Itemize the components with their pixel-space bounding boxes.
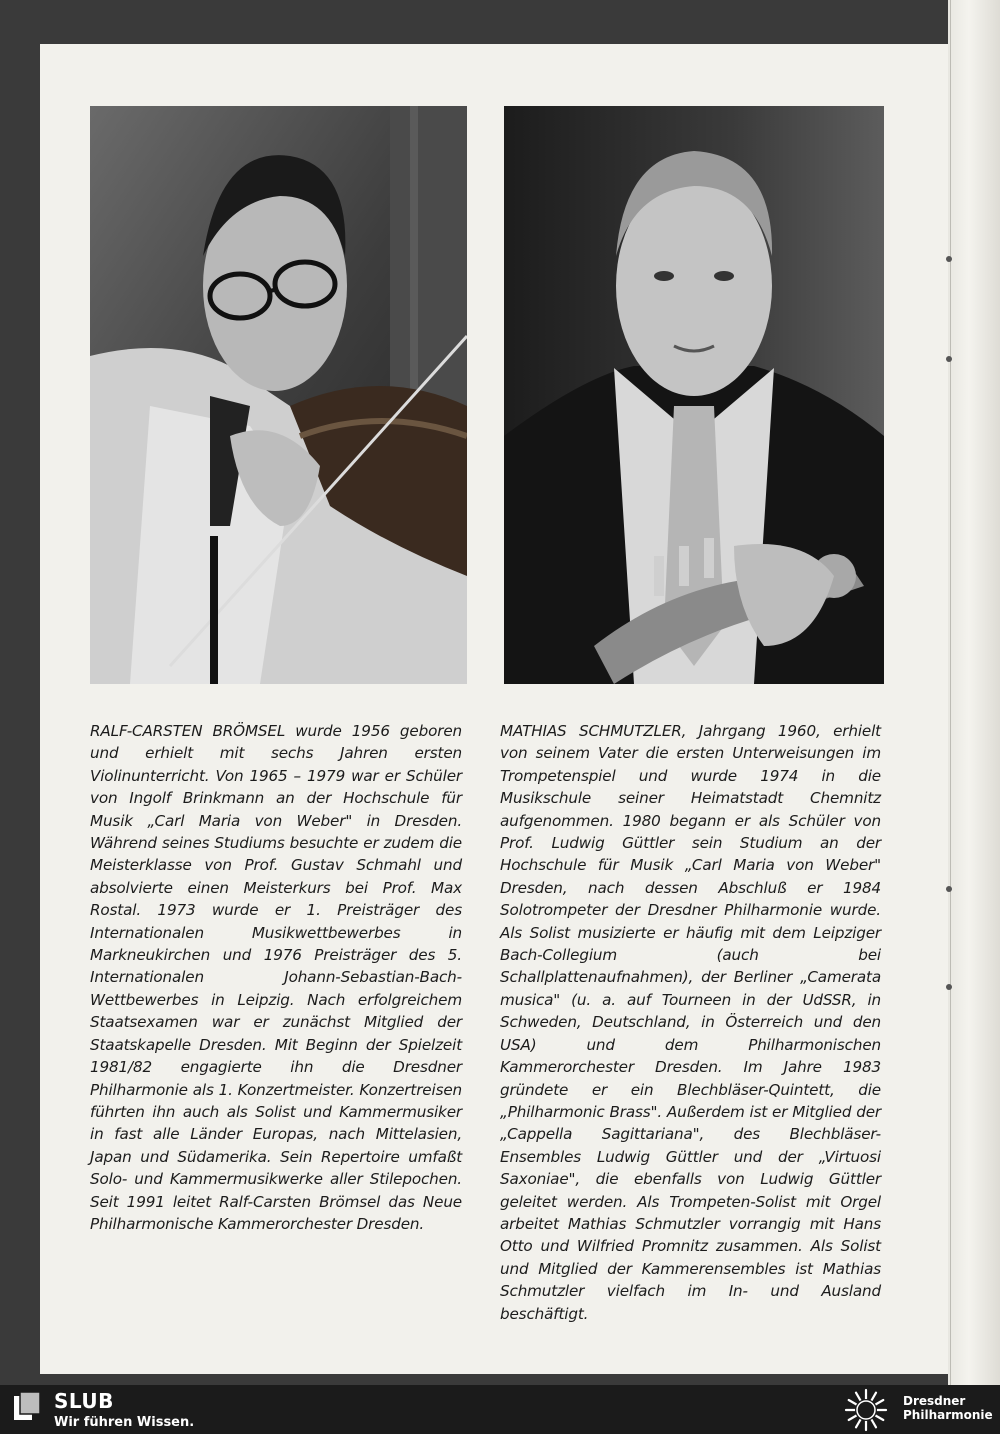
staple-hole — [946, 886, 952, 892]
slub-tagline: Wir führen Wissen. — [54, 1415, 195, 1430]
dp-line1: Dresdner — [903, 1394, 966, 1408]
bio-schmutzler: MATHIAS SCHMUTZLER, Jahrgang 1960, erhielt von seinem Vater die ersten Unterweisungen im Trompetenspiel und wurde 1974 in die Musikschule seiner Heimatstadt Chemnitz aufgenommen. 1980 begann er als Schüler von Prof. Ludwig Güttler sein Studium an der Hochschule für Musik „Carl Maria von Weber" Dresden, nach dessen Abschluß er 1984 Solotrompeter der Dresdner Philharmonie wurde. Als Solist musizierte er häufig mit dem Leipziger Bach-Collegium (auch bei Schallplattenaufnahmen), der Berliner „Camerata musica" (u. a. auf Tourneen in der UdSSR, in Schweden, Deutschland, in Österreich und den USA) und dem Philharmonischen Kammerorchester Dresden. Im Jahre 1983 gründete er ein Blechbläser-Quintett, die „Philharmonic Brass". Außerdem ist er Mitglied der „Cappella Sagittariana", des Blechbläser-Ensembles Ludwig Güttler und der „Virtuosi Saxoniae", die ebenfalls von Ludwig Güttler geleitet werden. Als Trompeten-Solist mit Orgel arbeitet Mathias Schmutzler vorrangig mit Hans Otto und Wilfried Promnitz zusammen. Als Solist und Mitglied der Kammerensembles ist Mathias Schmutzler vielfach im In- und Ausland beschäftigt. — [500, 722, 881, 1323]
dresdner-philharmonie-logo-icon — [842, 1388, 890, 1432]
binding-edge — [948, 0, 1000, 1385]
dresdner-philharmonie-name — [903, 1394, 993, 1422]
slub-name: SLUB — [54, 1389, 114, 1413]
staple-hole — [946, 356, 952, 362]
staple-hole — [946, 256, 952, 262]
bio-bromsel: RALF-CARSTEN BRÖMSEL wurde 1956 geboren und erhielt mit sechs Jahren ersten Violinunterricht. Von 1965 – 1979 war er Schüler von Ingolf Brinkmann an der Hochschule für Musik „Carl Maria von Weber" in Dresden. Während seines Studiums besuchte er zudem die Meisterklasse von Prof. Gustav Schmahl und absolvierte einen Meisterkurs bei Prof. Max Rostal. 1973 wurde er 1. Preisträger des Internationalen Musikwettbewerbes in Markneukirchen und 1976 Preisträger des 5. Internationalen Johann-Sebastian-Bach-Wettbewerbes in Leipzig. Nach erfolgreichem Staatsexamen war er zunächst Mitglied der Staatskapelle Dresden. Mit Beginn der Spielzeit 1981/82 engagierte ihn die Dresdner Philharmonie als 1. Konzertmeister. Konzertreisen führten ihn auch als Solist und Kammermusiker in fast alle Länder Europas, nach Mittelasien, Japan und Südamerika. Sein Repertoire umfaßt Solo- und Kammermusikwerke aller Stilepochen. Seit 1991 leitet Ralf-Carsten Brömsel das Neue Philharmonische Kammerorchester Dresden. — [90, 722, 462, 1233]
staple-hole — [946, 984, 952, 990]
dp-line2: Philharmonie — [903, 1408, 993, 1422]
photo-violinist — [90, 106, 467, 684]
photo-trumpeter — [504, 106, 884, 684]
slub-logo-icon — [14, 1392, 40, 1420]
